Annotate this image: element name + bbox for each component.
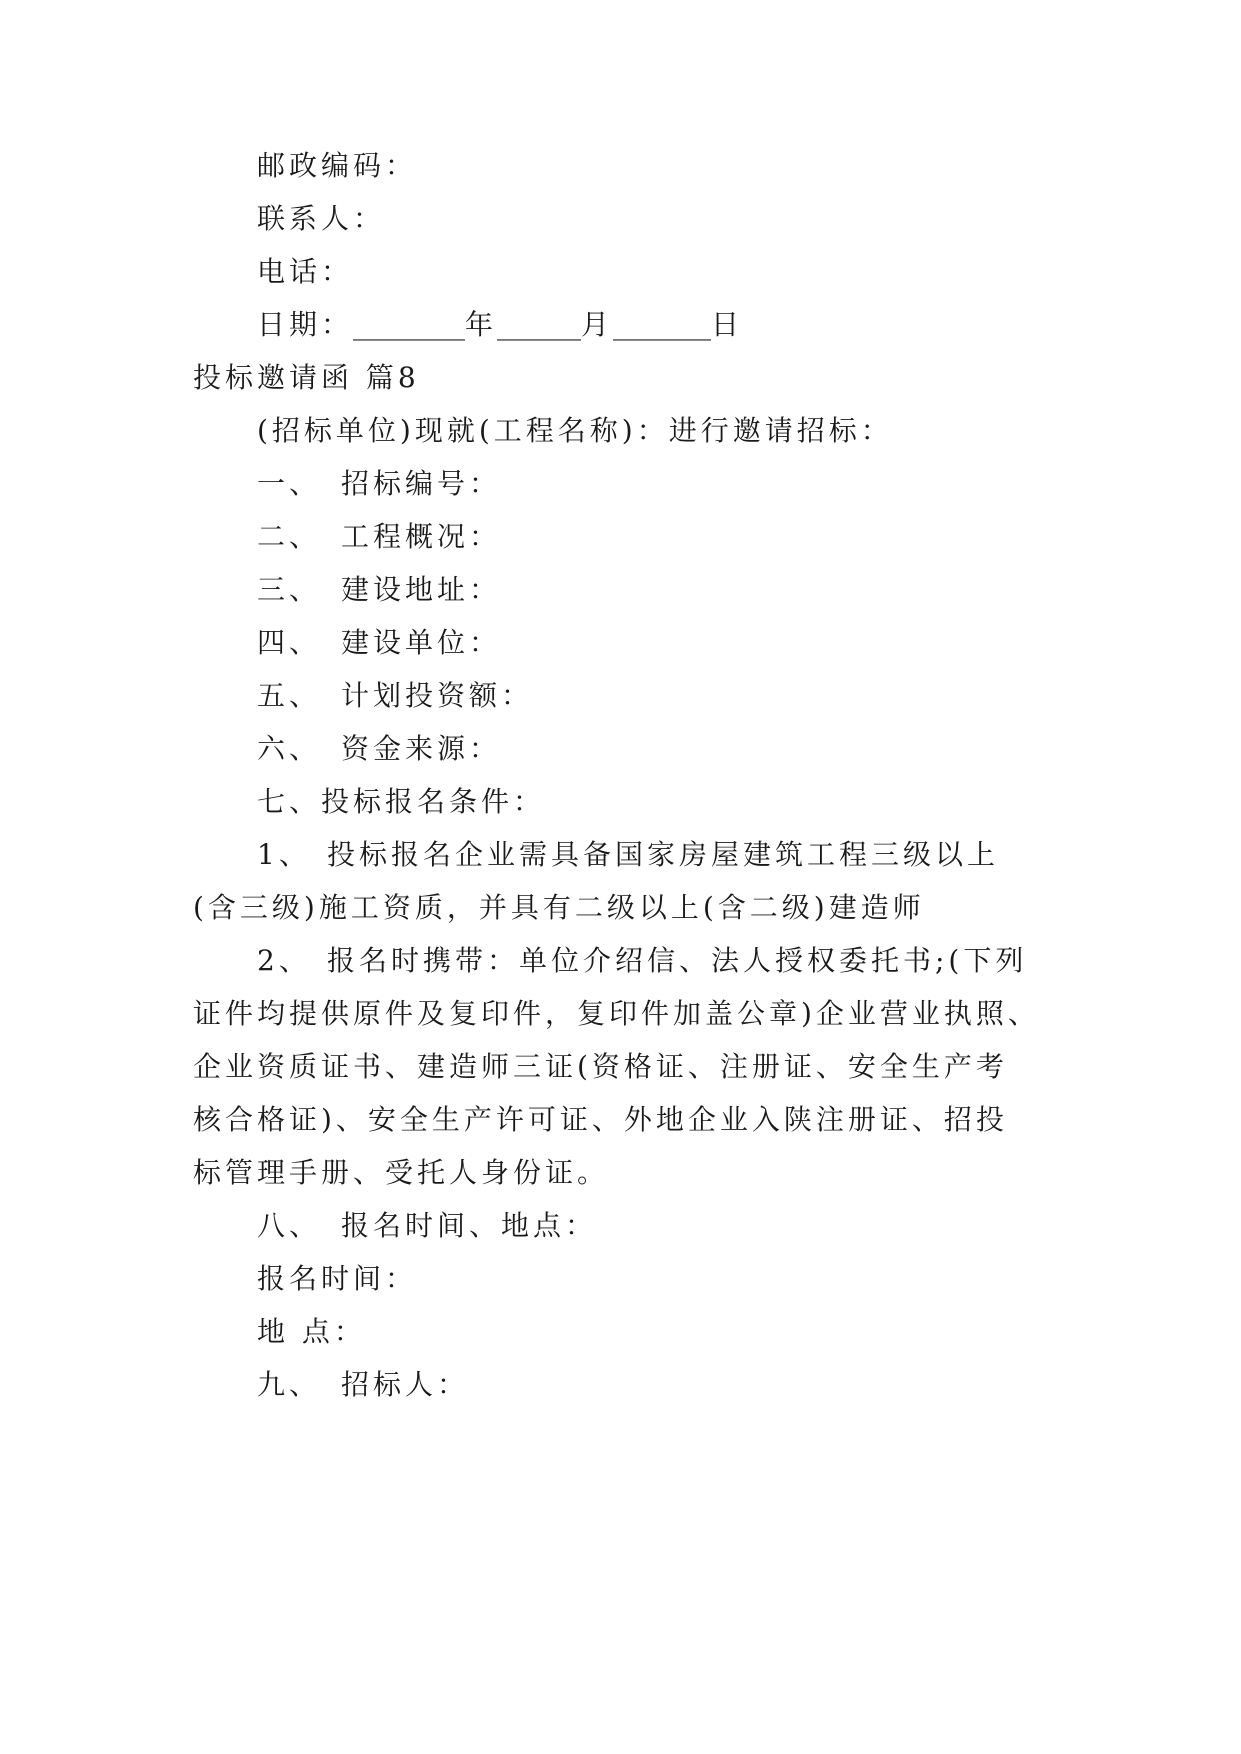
item-2-number: 二、	[257, 520, 322, 553]
sub-2-number: 2、	[257, 944, 311, 977]
item-8-number: 八、	[257, 1209, 322, 1242]
phone-line: 电话：	[257, 255, 354, 288]
item-5-number: 五、	[257, 679, 322, 712]
date-line	[257, 307, 743, 343]
item-9-number: 九、	[257, 1368, 322, 1401]
sub-1-text: 投标报名企业需具备国家房屋建筑工程三级以上	[327, 838, 1000, 871]
item-1-number: 一、	[257, 467, 322, 500]
sub-2-line-3: 企业资质证书、建造师三证(资格证、注册证、安全生产考	[193, 1050, 1008, 1083]
item-8	[257, 1208, 597, 1244]
item-4	[257, 625, 501, 661]
item-7: 七、投标报名条件：	[257, 785, 546, 818]
item-2	[257, 519, 501, 555]
item-5-text: 计划投资额：	[341, 679, 534, 712]
item-3-text: 建设地址：	[341, 573, 502, 606]
date-year-label: 年	[465, 308, 498, 341]
date-year-blank: ________	[353, 308, 466, 341]
registration-time: 报名时间：	[257, 1262, 418, 1295]
date-day-label: 日	[711, 308, 744, 341]
item-6-text: 资金来源：	[341, 732, 502, 765]
sub-2-text: 报名时携带：单位介绍信、法人授权委托书;(下列	[327, 944, 1028, 977]
item-4-number: 四、	[257, 626, 322, 659]
item-3-number: 三、	[257, 573, 322, 606]
item-6-number: 六、	[257, 732, 322, 765]
item-6	[257, 731, 501, 767]
item-2-text: 工程概况：	[341, 520, 502, 553]
item-8-text: 报名时间、地点：	[341, 1209, 598, 1242]
date-month-blank: ______	[497, 308, 582, 341]
item-9	[257, 1367, 469, 1403]
contact-line: 联系人：	[257, 202, 386, 235]
sub-2-first-line	[257, 943, 1027, 979]
sub-1-first-line	[257, 837, 999, 873]
item-5	[257, 678, 533, 714]
postcode-line: 邮政编码：	[257, 149, 418, 182]
item-1	[257, 466, 501, 502]
sub-2-line-4: 核合格证)、安全生产许可证、外地企业入陕注册证、招投	[193, 1103, 1008, 1136]
date-day-blank: _______	[613, 308, 712, 341]
section-heading: 投标邀请函 篇8	[193, 361, 420, 394]
intro-line: (招标单位)现就(工程名称)：进行邀请招标：	[257, 414, 893, 447]
sub-1-second-line: (含三级)施工资质，并具有二级以上(含二级)建造师	[193, 891, 925, 924]
registration-location: 地 点：	[257, 1315, 366, 1348]
date-month-label: 月	[581, 308, 614, 341]
item-9-text: 招标人：	[341, 1368, 470, 1401]
sub-2-line-2: 证件均提供原件及复印件，复印件加盖公章)企业营业执照、	[193, 997, 1040, 1030]
item-1-text: 招标编号：	[341, 467, 502, 500]
item-4-text: 建设单位：	[341, 626, 502, 659]
sub-2-line-5: 标管理手册、受托人身份证。	[193, 1156, 610, 1189]
sub-1-number: 1、	[257, 838, 311, 871]
item-3	[257, 572, 501, 608]
date-label: 日期：	[257, 308, 354, 341]
